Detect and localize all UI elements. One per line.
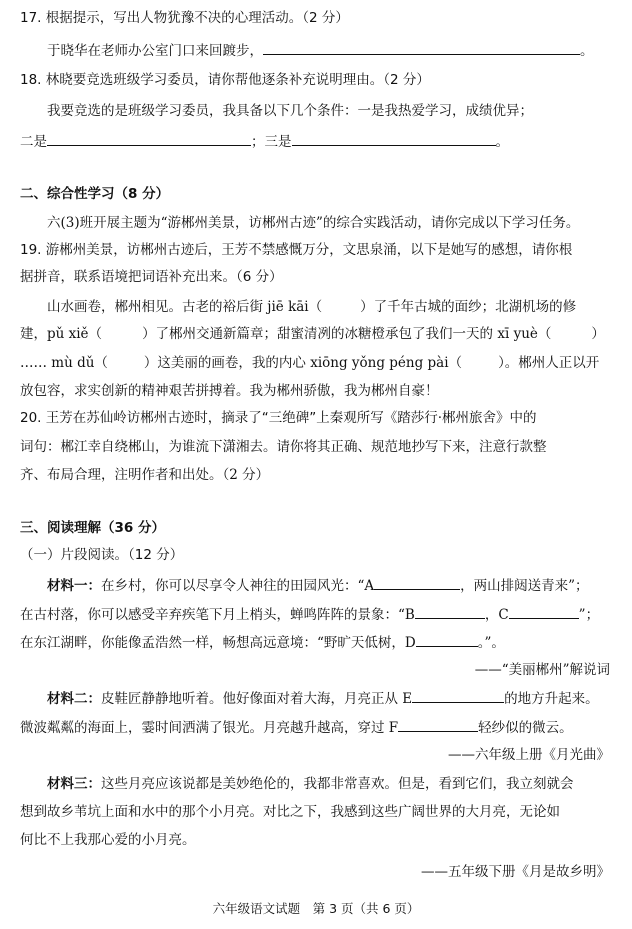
question-20-line1: 20. 王芳在苏仙岭访郴州古迹时，摘录了“三绝碑”上秦观所写《踏莎行·郴州旅舍》中的 — [20, 410, 537, 426]
m2-blank-e[interactable] — [412, 688, 504, 703]
q18-line1: 我要竞选的是班级学习委员，我具备以下几个条件：一是我热爱学习，成绩优异； — [47, 103, 533, 119]
m1-l1-b: ，两山排闼送青来”； — [460, 578, 589, 594]
m2-blank-f[interactable] — [398, 717, 478, 732]
q19-p1-a: 山水画卷，郴州相见。古老的裕后街 jiē kāi（ — [47, 299, 323, 315]
m2-l2-a: 微波粼粼的海面上，霎时间洒满了银光。月亮越升越高，穿过 F — [20, 720, 399, 736]
m2-source: ——六年级上册《月光曲》 — [448, 747, 610, 763]
q19-paragraph-line1 — [20, 297, 632, 317]
question-19-line2: 据拼音，联系语境把词语补充出来。（6 分） — [20, 269, 283, 285]
m1-line2 — [20, 604, 620, 625]
page-footer: 六年级语文试题 第 3 页（共 6 页） — [212, 901, 420, 916]
q19-p2-a: 建，pǔ xiě（ — [20, 326, 103, 342]
m1-blank-a[interactable] — [374, 575, 460, 590]
q18-second-label: 二是 — [20, 134, 47, 150]
q19-paragraph-line2 — [20, 324, 620, 344]
m2-line1 — [20, 688, 632, 709]
q19-p2-c: ） — [591, 326, 605, 342]
m1-blank-c[interactable] — [509, 604, 579, 619]
m1-label: 材料一： — [47, 578, 101, 594]
m1-l3-a: 在东江湖畔，你能像孟浩然一样，畅想高远意境：“野旷天低树，D — [20, 635, 416, 651]
question-19-line1: 19. 游郴州美景，访郴州古迹后，王芳不禁感慨万分，文思泉涌，以下是她写的感想，请你根 — [20, 242, 573, 258]
q17-prompt: 于晓华在老师办公室门口来回踱步， — [47, 43, 263, 59]
section-3-sub: （一）片段阅读。（12 分） — [20, 547, 184, 563]
q19-p3-a: …… mù dǔ（ — [20, 355, 108, 371]
m1-l2-a: 在古村落，你可以感受辛弃疾笔下月上梢头，蝉鸣阵阵的景象：“B — [20, 607, 415, 623]
q18-line2 — [20, 131, 620, 152]
m1-l1-a: 在乡村，你可以尽享令人神往的田园风光：“A — [101, 578, 375, 594]
q18-blank-second[interactable] — [47, 131, 251, 146]
q18-third-label: ；三是 — [251, 134, 292, 150]
m3-line3: 何比不上我那心爱的小月亮。 — [20, 832, 196, 848]
m3-line2: 想到故乡苇坑上面和水中的那个小月亮。对比之下，我感到这些广阔世界的大月亮，无论如 — [20, 804, 560, 820]
q19-p3-b: ）这美丽的画卷，我的内心 xiōng yǒng péng pài（ — [143, 355, 463, 371]
section-2-title: 二、综合性学习（8 分） — [20, 186, 170, 202]
q19-p1-b: ）了千年古城的面纱；北湖机场的修 — [360, 299, 577, 315]
q19-p3-c: ）。郴州人正以开 — [498, 355, 600, 371]
m3-source: ——五年级下册《月是故乡明》 — [421, 864, 610, 880]
m2-l1-b: 的地方升起来。 — [504, 691, 599, 707]
m1-line3 — [20, 632, 620, 653]
m3-line1 — [20, 774, 632, 794]
question-20-line3: 齐、布局合理，注明作者和出处。（2 分） — [20, 467, 270, 483]
m1-blank-d[interactable] — [416, 632, 478, 647]
q18-end: 。 — [495, 134, 509, 150]
m3-label: 材料三： — [47, 776, 101, 792]
m1-l2-b: ，C — [484, 607, 509, 623]
m1-source: ——“美丽郴州”解说词 — [474, 662, 610, 678]
m2-line2 — [20, 717, 620, 738]
m2-label: 材料二： — [47, 691, 101, 707]
question-17: 17. 根据提示，写出人物犹豫不决的心理活动。（2 分） — [20, 10, 349, 26]
question-17-answer-line — [20, 40, 632, 61]
question-18: 18. 林晓要竞选班级学习委员，请你帮他逐条补充说明理由。（2 分） — [20, 72, 430, 88]
m1-l3-b: 。”。 — [477, 635, 505, 651]
section-2-intro: 六(3)班开展主题为“游郴州美景，访郴州古迹”的综合实践活动，请你完成以下学习任务。 — [47, 215, 580, 231]
q19-p2-b: ）了郴州交通新篇章；甜蜜清冽的冰糖橙承包了我们一天的 xī yuè（ — [142, 326, 552, 342]
section-3-title: 三、阅读理解（36 分） — [20, 520, 165, 536]
m2-l1-a: 皮鞋匠静静地听着。他好像面对着大海，月亮正从 E — [101, 691, 413, 707]
m1-line1 — [20, 575, 632, 596]
m2-l2-b: 轻纱似的微云。 — [478, 720, 573, 736]
q17-end: 。 — [580, 43, 594, 59]
q18-blank-third[interactable] — [292, 131, 496, 146]
q17-answer-blank[interactable] — [263, 40, 580, 55]
m1-blank-b[interactable] — [415, 604, 485, 619]
m1-l2-c: ”； — [578, 607, 600, 623]
m3-l1: 这些月亮应该说都是美妙绝伦的，我都非常喜欢。但是，看到它们，我立刻就会 — [101, 776, 574, 792]
question-20-line2: 词句：郴江幸自绕郴山，为谁流下潇湘去。请你将其正确、规范地抄写下来，注意行款整 — [20, 439, 547, 455]
q19-paragraph-line4: 放包容，求实创新的精神艰苦拼搏着。我为郴州骄傲，我为郴州自豪！ — [20, 383, 439, 399]
q19-paragraph-line3 — [20, 353, 620, 373]
